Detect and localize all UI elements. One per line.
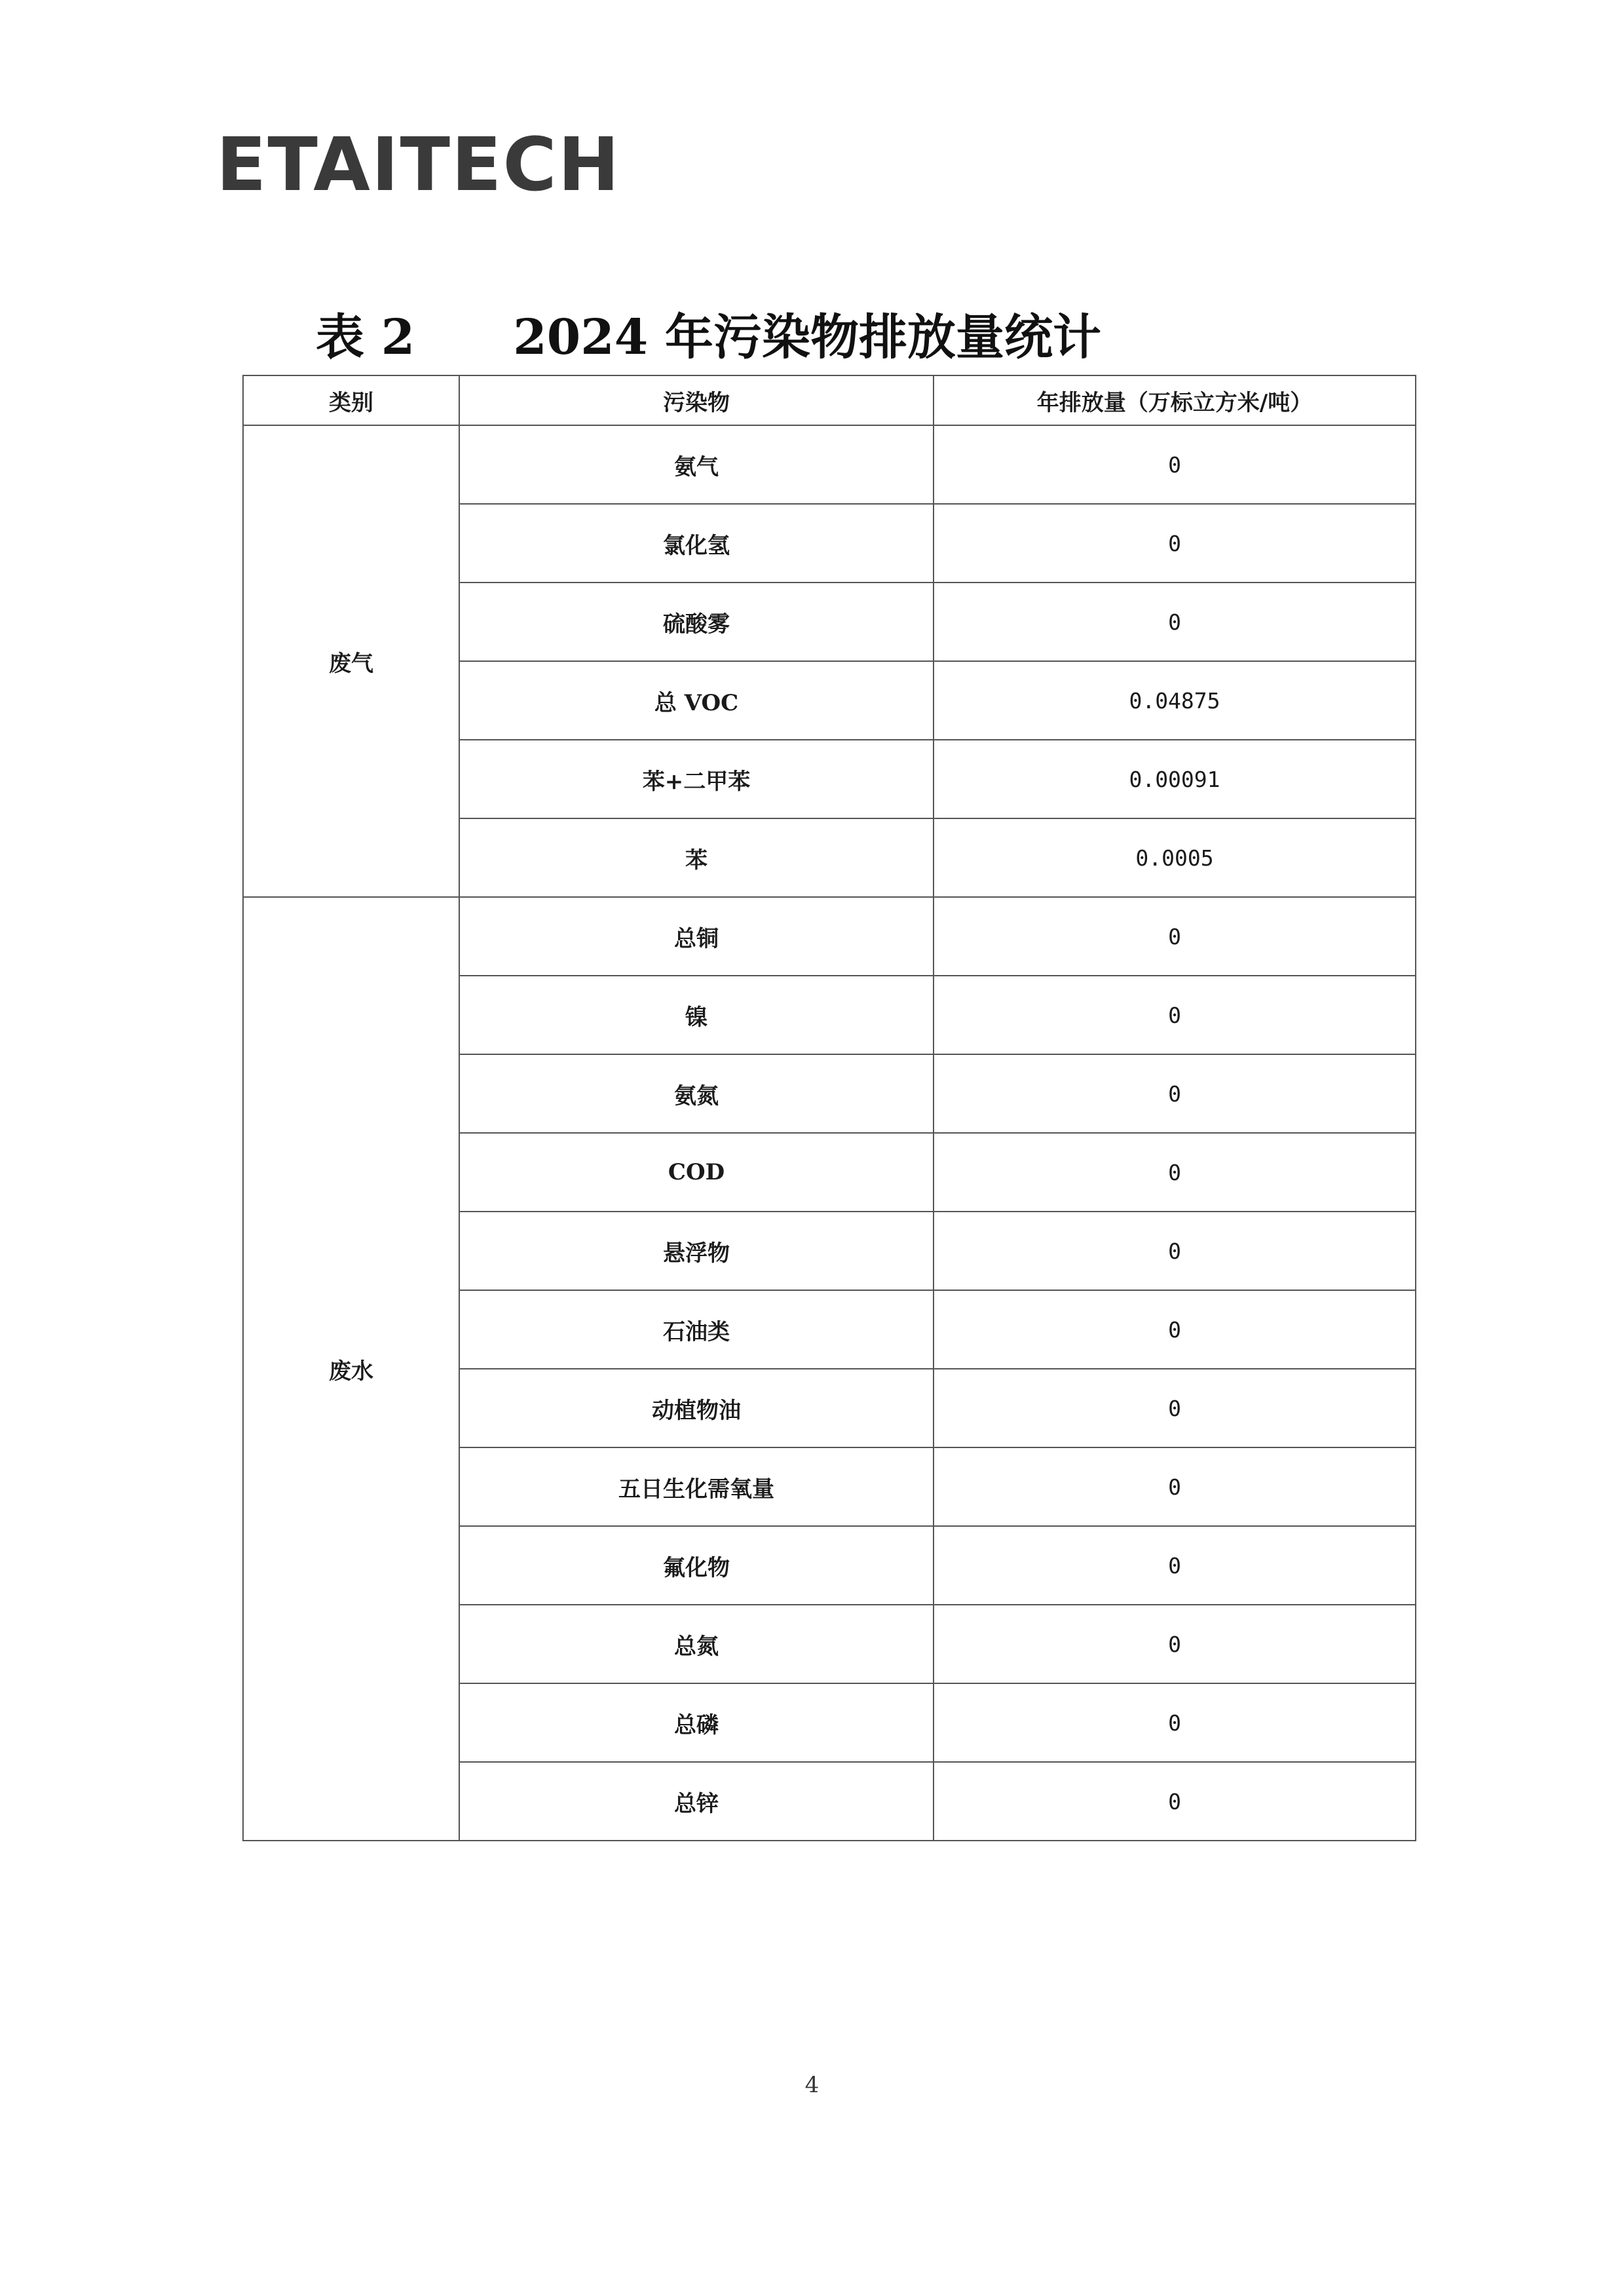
emission-value-cell: 0 [934, 1212, 1416, 1290]
emission-value-cell: 0 [934, 1605, 1416, 1683]
table-label: 表 2 [316, 309, 415, 366]
table-header-row [243, 375, 1416, 425]
pollutant-cell: COD [459, 1133, 934, 1212]
pollutant-cell: 总铜 [459, 897, 934, 976]
pollutant-cell: 苯 [459, 818, 934, 897]
pollutant-cell: 五日生化需氧量 [459, 1447, 934, 1526]
category-cell-waste-gas: 废气 [243, 425, 459, 897]
pollutant-cell: 总磷 [459, 1683, 934, 1762]
pollutant-cell: 动植物油 [459, 1369, 934, 1447]
table-title [316, 309, 1101, 366]
pollutant-cell: 总氮 [459, 1605, 934, 1683]
column-header-category: 类别 [243, 375, 459, 425]
emission-value-cell: 0 [934, 897, 1416, 976]
pollutant-cell: 苯+二甲苯 [459, 740, 934, 818]
emission-value-cell: 0.00091 [934, 740, 1416, 818]
emissions-table [242, 375, 1416, 1841]
emission-value-cell: 0 [934, 1054, 1416, 1133]
emission-value-cell: 0 [934, 1369, 1416, 1447]
pollutant-cell: 硫酸雾 [459, 583, 934, 661]
emission-value-cell: 0 [934, 1133, 1416, 1212]
emission-value-cell: 0 [934, 425, 1416, 504]
emission-value-cell: 0 [934, 1762, 1416, 1841]
emission-value-cell: 0 [934, 1526, 1416, 1605]
pollutant-cell: 石油类 [459, 1290, 934, 1369]
emission-value-cell: 0.04875 [934, 661, 1416, 740]
table-row [243, 897, 1416, 976]
pollutant-cell: 总锌 [459, 1762, 934, 1841]
table-title-text: 2024 年污染物排放量统计 [513, 309, 1101, 366]
pollutant-cell: 悬浮物 [459, 1212, 934, 1290]
column-header-annual-emission: 年排放量（万标立方米/吨） [934, 375, 1416, 425]
column-header-pollutant: 污染物 [459, 375, 934, 425]
emission-value-cell: 0 [934, 1447, 1416, 1526]
pollutant-cell: 氨氮 [459, 1054, 934, 1133]
table-row [243, 425, 1416, 504]
pollutant-cell: 总 VOC [459, 661, 934, 740]
emission-value-cell: 0 [934, 976, 1416, 1054]
category-cell-waste-water: 废水 [243, 897, 459, 1841]
company-logo: ETAITECH [216, 123, 621, 208]
emission-value-cell: 0 [934, 1683, 1416, 1762]
pollutant-cell: 氯化氢 [459, 504, 934, 583]
emission-value-cell: 0.0005 [934, 818, 1416, 897]
emission-value-cell: 0 [934, 504, 1416, 583]
emission-value-cell: 0 [934, 1290, 1416, 1369]
pollutant-cell: 氟化物 [459, 1526, 934, 1605]
emission-value-cell: 0 [934, 583, 1416, 661]
pollutant-cell: 镍 [459, 976, 934, 1054]
pollutant-cell: 氨气 [459, 425, 934, 504]
page-number: 4 [804, 2072, 820, 2098]
